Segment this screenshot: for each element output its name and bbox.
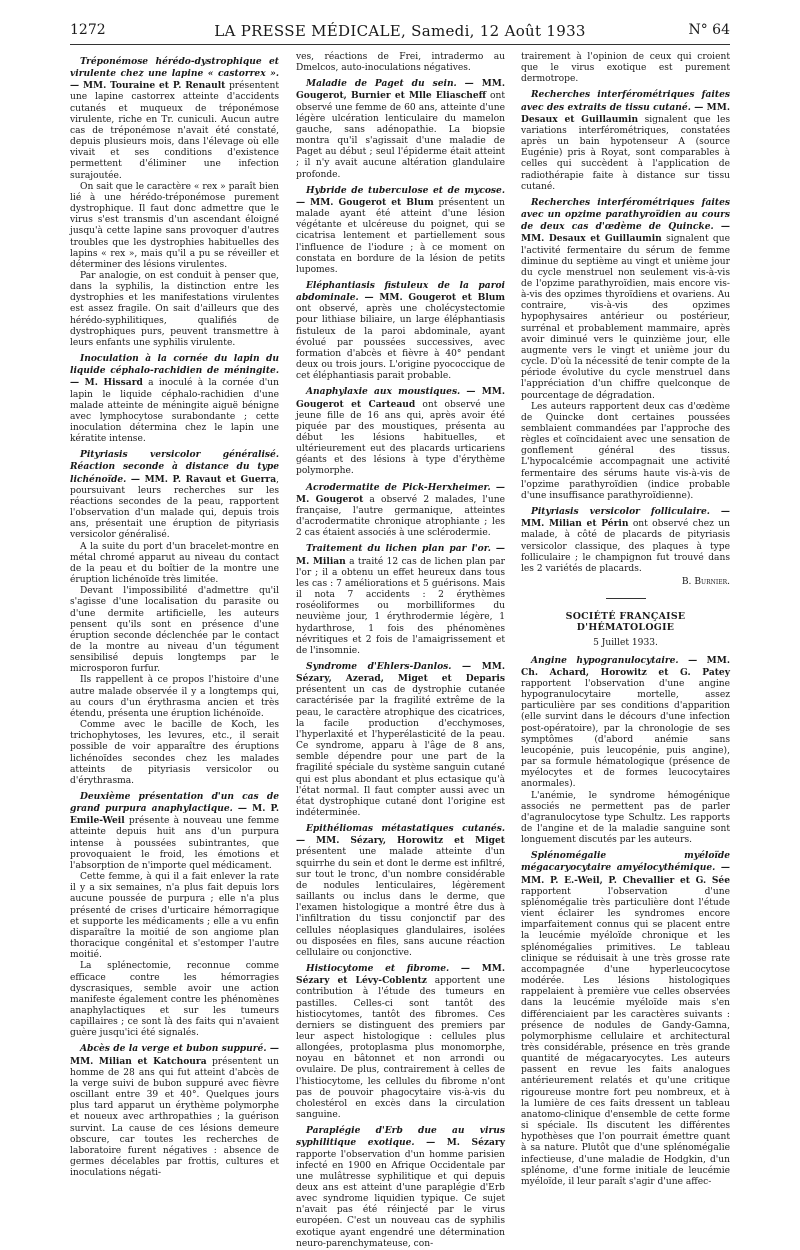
article-paragraph	[296, 963, 505, 1121]
article-heading: Hybride de tuberculose et de mycose. —	[296, 184, 505, 208]
article-body: a observé 2 malades, l'une française, l'autre germanique, atteintes d'acrodermatite chronique atrophiante ; les 2 cas étaient associés à une sclérodermie.	[296, 494, 506, 539]
text-paragraph	[70, 720, 279, 787]
article-body: La splénectomie, reconnue comme efficace contre les hémorragies dyscrasiques, semble avoir une action manifeste également contre les phénomènes anaphylactiques et sur les tumeurs capillaires ; ce sont là des faits qui n'avaient guère jusqu'ici été signalés.	[70, 961, 279, 1039]
article-paragraph	[296, 78, 505, 180]
article-body: a traité 12 cas de lichen plan par l'or ; il a obtenu un effet heureux dans tous les cas : 7 améliorations et 5 guérisons. Mais il nota 7 accidents : 2 érythèmes roséoliformes ou morbilliformes du neuvième jour, 1 érythrodermie légère, 1 hydarthrose, 1 fois des phénomènes névritiques et 2 fois de l'amaigrissement et de l'insomnie.	[296, 556, 505, 656]
article-body: ont observé, après une cholécystectomie pour lithiase biliaire, un large éléphantiasis fistuleux de la paroi abdominale, ayant évolué par poussées successives, avec formation d'abcès et fièvre à 40° pendant deux ou trois jours. L'origine pyococcique de cet éléphantiasis parait probable.	[296, 304, 505, 382]
header-rule	[70, 44, 730, 45]
text-paragraph	[70, 872, 279, 961]
article-authors: MM. Gougerot et Carteaud	[296, 386, 505, 410]
article-heading: Inoculation à la cornée du lapin du liquide céphalo-rachidien de méningite. —	[70, 353, 279, 389]
article-body: On sait que le caractère « rex » paraît bien lié à une hérédo-tréponémose purement dystrophique. Il faut donc admettre que le virus s'est transmis d'un ascendant éloigné jusqu'à cette lapine sans provoquer d'autres troubles que les dystrophies habituelles des lapins « rex », mais qu'il a pu se réveiller et déterminer des lésions virulentes.	[70, 181, 279, 270]
article-heading: Traitement du lichen plan par l'or. —	[306, 543, 505, 555]
article-body: ont observé une jeune fille de 16 ans qui, après avoir été piquée par des moustiques, présenta au début les lésions habituelles, et ultérieurement eut des placards urticariens géants et des lésions à type d'érythème polymorphe.	[296, 399, 506, 477]
article-body: présentent un malade ayant été atteint d'une lésion végétante et ulcéreuse du poignet, qui se cicatrisa lentement et partiellement sous l'influence de l'iodure ; à ce moment on constata en bordure de la lésion de petits lupomes.	[296, 197, 505, 275]
text-paragraph	[70, 586, 279, 675]
text-paragraph	[70, 182, 279, 271]
article-paragraph	[296, 543, 505, 657]
article-body: Par analogie, on est conduit à penser que, dans la syphilis, la distinction entre les dystrophies et les manifestations virulentes est assez fragile. On sait d'ailleurs que des hérédo-syphilitiques, qualifiés de dystrophiques purs, peuvent transmettre à leurs enfants une syphilis virulente.	[70, 270, 279, 348]
article-heading: Deuxième présentation d'un cas de grand purpura anaphylactique. —	[70, 791, 279, 815]
article-authors: MM. P. Ravaut et Guerra	[140, 473, 277, 485]
column-3-top	[521, 52, 730, 575]
article-paragraph	[70, 56, 279, 182]
article-authors: MM. Sézary, Horowitz et Miget	[305, 835, 505, 847]
text-paragraph	[70, 675, 279, 720]
article-heading: Syndrome d'Ehlers-Danlos. —	[306, 660, 472, 672]
text-paragraph	[521, 402, 730, 502]
article-authors: M. P. Emile-Weil	[70, 803, 279, 827]
article-body: rapportent l'observation d'une angine hypogranulocytaire mortelle, assez particulière par ses conditions d'apparition (elle survint dans le décours d'une infection post-opératoire), par la chronologie de ses symptômes (d'abord anémie sans leucopénie, puis leucopénie, puis angine), par sa formule hématologique (présence de myélocytes et de formes leucocytaires anormales).	[521, 678, 730, 790]
article-body: présentent une malade atteinte d'un squirrhe du sein et dont le derme est infiltré, sur tout le tronc, d'un nombre considérable de nodules lenticulaires, légèrement saillants ou inclus dans le derme, que l'examen histologique a montré être dus à l'infiltration du tissu conjonctif par des cellules néoplasiques glandulaires, isolées ou disposées en files, sans aucune réaction cellulaire ou conjonctive.	[296, 847, 505, 958]
signature: B. Burnier.	[681, 577, 730, 588]
article-heading: Splénomégalie myéloïde mégacaryocytaire amyélocythémique. —	[521, 850, 730, 874]
column-1	[70, 52, 279, 1179]
article-paragraph	[296, 386, 505, 477]
article-authors: M. Gougerot	[296, 493, 364, 505]
article-heading: Pityriasis versicolor généralisé. Réaction seconde à distance du type lichénoïde. —	[70, 449, 279, 485]
article-body: présentent un cas de dystrophie cutanée caractérisée par la fragilité extrême de la peau, le caractère atrophique des cicatrices, la facile production d'ecchymoses, l'hyperlaxité et l'hyperélasticité de la peau. Ce syndrome, apparu à l'âge de 8 ans, semble dépendre pour une part de la fragilité spéciale du système sanguin cutané qui est plus abondant et plus ectasique qu'à l'état normal. Il faut compter aussi avec un état dystrophique cutané dont l'origine est indéterminée.	[296, 685, 505, 818]
article-authors: M. Milian	[296, 555, 346, 567]
article-authors: MM. Ch. Achard, Horowitz et G. Patey	[521, 654, 730, 678]
article-body: trairement à l'opinion de ceux qui croient que le virus exotique est purement dermotrope.	[521, 52, 730, 85]
article-authors: MM. Touraine et P. Renault	[79, 80, 226, 92]
article-paragraph	[70, 353, 279, 445]
article-body: rapportent l'observation d'une splénomégalie très particulière dont l'étude vient éclairer les syndromes encore imparfaitement connus qui se placent entre la leucémie myéloïde chronique et les splénomégalies primitives. Le tableau clinique se réduisait à une très grosse rate accompagnée d'une hyperleucocytose modérée. Les lésions histologiques rappelaient à première vue celles observées dans la leucémie myéloïde mais s'en différenciaient par les caractères suivants : présence de nodules de Gandy-Gamna, polymorphisme cellulaire et architectural très considérable, présence en très grande quantité de mégacaryocytes. Les auteurs passent en revue les faits analogues antérieurement relatés et qu'une critique rigoureuse montre fort peu nombreux, et à la lumière de ces faits dressent un tableau anatomo-clinique d'ensemble de cette forme si spéciale. Ils discutent les différentes hypothèses que l'on pourrait émettre quant à sa nature. Plutôt que d'une splénomégalie infectieuse, d'une maladie de Hodgkin, d'un splénome, d'une forme initiale de leucémie myéloïde, il leur paraît s'agir d'une affec-	[521, 886, 730, 1187]
article-heading: Recherches interférométriques faites avec un opzime parathyroïdien au cours de deux cas d'œdème de Quincke. —	[521, 196, 730, 233]
article-authors: M. Hissard	[79, 377, 143, 389]
section-separator	[606, 598, 646, 599]
article-heading: Anaphylaxie aux moustiques. —	[306, 386, 476, 398]
article-authors: MM. Sézary, Azerad, Miget et Deparis	[296, 660, 505, 685]
article-authors: MM. Sézary et Lévy-Coblentz	[296, 963, 505, 987]
article-body: signalent que l'activité fermentaire du sérum de femme diminue du septième au vingt et unième jour du cycle menstruel non seulement vis-à-vis de l'opzime parathyroïdien, mais encore vis-à-vis des opzimes thyroïdiens et ovariens. Au contraire, vis-à-vis des opzimes hypophysaires antérieur ou postérieur, surrénal et probablement mammaire, après avoir diminué vers le quinzième jour, elle augmente vers le vingt et unième jour du cycle. D'où la nécessité de tenir compte de la période évolutive du cycle menstruel dans l'appréciation d'un chiffre quelconque de pourcentage de dégradation.	[521, 234, 731, 401]
article-heading: Tréponémose hérédo-dystrophique et virulente chez une lapine « castorrex ». —	[70, 56, 279, 92]
article-paragraph	[521, 506, 730, 575]
article-body: a inoculé à la cornée d'un lapin le liquide céphalo-rachidien d'une malade atteinte de méningite aiguë bénigne avec lymphocytose surabondante ; cette inoculation détermina chez le lapin une kératite intense.	[70, 378, 279, 445]
text-paragraph	[70, 271, 279, 349]
article-heading: Eléphantiasis fistuleux de la paroi abdominale. —	[296, 279, 505, 304]
article-paragraph	[521, 197, 730, 402]
article-heading: Angine hypogranulocytaire. —	[531, 654, 698, 666]
article-paragraph	[70, 1043, 279, 1179]
article-paragraph	[521, 655, 730, 791]
text-paragraph	[296, 52, 505, 74]
article-paragraph	[296, 280, 505, 382]
society-heading: SOCIÉTÉ FRANÇAISE D'HÉMATOLOGIE	[565, 611, 686, 634]
article-paragraph	[521, 89, 730, 192]
article-paragraph	[521, 850, 730, 1188]
column-3	[521, 52, 730, 1188]
article-heading: Pityriasis versicolor folliculaire. —	[531, 506, 730, 518]
article-body: présente à nouveau une femme atteinte depuis huit ans d'un purpura intense à poussées subintrantes, que provoquaient le froid, les émotions et l'absorption de n'importe quel médicament.	[70, 816, 279, 871]
article-body: Comme avec le bacille de Koch, les trichophytoses, les levures, etc., il serait possible de voir apparaître des éruptions lichénoïdes secondes chez les malades atteints de pityriasis versicolor ou d'érythrasma.	[70, 720, 279, 786]
article-paragraph	[296, 661, 505, 819]
article-body: ves, réactions de Frei, intradermo au Dmelcos, auto-inoculations négatives.	[296, 52, 505, 74]
article-authors: MM. Gougerot et Blum	[373, 292, 506, 304]
article-authors: MM. Desaux et Guillaumin	[521, 233, 662, 245]
article-body: Devant l'impossibilité d'admettre qu'il s'agisse d'une localisation du parasite ou d'une dermite artificielle, les auteurs pensent qu'ils sont en présence d'une éruption seconde déclenchée par le contact de la montre au niveau d'un tégument sensibilisé depuis longtemps par le microsporon furfur.	[70, 586, 279, 675]
article-heading: Histiocytome et fibrome. —	[306, 963, 470, 975]
society-date: 5 Juillet 1933.	[593, 637, 658, 648]
article-paragraph	[70, 791, 279, 872]
text-paragraph	[70, 961, 279, 1039]
article-body: ont observé chez un malade, à côté de placards de pityriasis versicolor classique, des plaques à type folliculaire ; le champignon fut trouvé dans les 2 variétés de placards.	[521, 519, 730, 574]
text-paragraph	[70, 542, 279, 587]
article-body: apportent une contribution à l'étude des tumeurs en pastilles. Celles-ci sont tantôt des histiocytomes, tantôt des fibromes. Ces derniers se distinguent des premiers par leur aspect histologique : cellules plus allongées, protoplasma plus monomorphe, noyau en bâtonnet et non arrondi ou ovulaire. De plus, contrairement à celles de l'histiocytome, les cellules du fibrome n'ont pas de pouvoir phagocytaire vis-à-vis du cholestérol en excès dans la circulation sanguine.	[296, 976, 506, 1121]
page-header	[70, 22, 730, 44]
article-body: présentent un homme de 28 ans qui fut atteint d'abcès de la verge suivi de bubon suppuré avec fièvre oscillant entre 39 et 40°. Quelques jours plus tard apparut un érythème polymorphe et noueux avec arthropathies ; la guérison survint. La cause de ces lésions demeure obscure, car toutes les recherches de laboratoire furent négatives : absence de germes décelables par frottis, cultures et inoculations négati-	[70, 1056, 279, 1179]
article-paragraph	[296, 823, 505, 959]
article-authors: MM. Desaux et Guillaumin	[521, 101, 730, 125]
column-2	[296, 52, 505, 1250]
article-authors: MM. Milian et Katchoura	[70, 1055, 207, 1067]
article-paragraph	[70, 449, 279, 541]
article-heading: Abcès de la verge et bubon suppuré. —	[80, 1043, 279, 1055]
article-paragraph	[296, 185, 505, 276]
article-heading: Maladie de Paget du sein. —	[306, 78, 474, 90]
article-body: A la suite du port d'un bracelet-montre en métal chromé apparut au niveau du contact de la peau et du boîtier de la montre une éruption lichénoïde très limitée.	[70, 541, 279, 586]
column-3-bottom	[521, 655, 730, 1188]
text-paragraph	[521, 791, 730, 847]
article-authors: MM. Gougerot et Blum	[305, 196, 434, 208]
article-body: Les auteurs rapportent deux cas d'œdème de Quincke dont certaines poussées semblaient commandées par l'approche des règles et coïncidaient avec une sensation de gonflement général des tissus. L'hypocalcémie accompagnait une activité fermentaire des sérums haute vis-à-vis de l'opzime parathyroïdien (indice probable d'une insuffisance parathyroïdienne).	[521, 401, 730, 501]
article-heading: Recherches interférométriques faites avec des extraits de tissu cutané. —	[521, 89, 730, 113]
article-authors: M. Sézary	[435, 1137, 505, 1149]
article-heading: Acrodermatite de Pick-Herxheimer. —	[306, 481, 505, 493]
article-heading: Paraplégie d'Erb due au virus syphilitique exotique. —	[296, 1125, 505, 1149]
article-authors: MM. P. E.-Weil, P. Chevallier et G. Sée	[521, 874, 730, 886]
article-authors: MM. Gougerot, Burnier et Mlle Eliascheff	[296, 78, 505, 102]
text-paragraph	[521, 52, 730, 85]
article-body: présentent une lapine castorrex atteinte d'accidents cutanés et muqueux de tréponémose virulente, riche en Tr. cuniculi. Aucun autre cas de tréponémose n'avait été constaté, depuis plusieurs mois, dans l'élevage où elle vivait et ses conditions d'existence permettent d'éliminer une infection surajoutée.	[70, 81, 279, 181]
article-body: ont observé une femme de 60 ans, atteinte d'une légère ulcération lenticulaire du mamelon gauche, sans adénopathie. La biopsie montra qu'il s'agissait d'une maladie de Paget au début ; seul l'épiderme était atteint ; il n'y avait aucune altération glandulaire profonde.	[296, 91, 505, 180]
article-body: rapporte l'observation d'un homme parisien infecté en 1900 en Afrique Occidentale par une mulâtresse syphilitique et qui depuis deux ans est atteint d'une paraplégie d'Erb avec syndrome liquidien typique. Ce sujet n'avait pas été réinjecté par le virus européen. C'est un nouveau cas de syphilis exotique ayant engendré une détermination neuro-parenchymateuse, con-	[296, 1149, 505, 1249]
article-heading: Epithéliomas métastatiques cutanés. —	[296, 823, 505, 847]
article-body: , poursuivant leurs recherches sur les réactions secondes de la peau, rapportent l'observation d'un malade qui, depuis trois ans, présentait une éruption de pityriasis versicolor généralisé.	[70, 474, 280, 541]
article-body: L'anémie, le syndrome hémogénique associés ne permettent pas de parler d'agranulocytose type Schultz. Les rapports de l'angine et de la maladie sanguine sont longuement discutés par les auteurs.	[521, 790, 730, 846]
article-authors: MM. Milian et Périn	[521, 518, 629, 530]
journal-title: LA PRESSE MÉDICALE, Samedi, 12 Août 1933	[214, 22, 586, 40]
article-paragraph	[296, 1125, 505, 1250]
article-body: signalent que les variations interférométriques, constatées après un bain hypotenseur A (source Eugénie) pris à Royat, sont comparables à celles qui succèdent à l'application de radiothérapie faite à distance sur tissu cutané.	[521, 114, 731, 192]
article-body: Ils rappellent à ce propos l'histoire d'une autre malade observée il y a longtemps qui, au cours d'un érythrasma ancien et très étendu, présenta une éruption lichénoïde.	[70, 675, 279, 719]
issue-number: N° 64	[688, 22, 730, 38]
article-body: Cette femme, à qui il a fait enlever la rate il y a six semaines, n'a plus fait depuis lors aucune poussée de purpura ; elle n'a plus présenté de crises d'urticaire hémorragique et supporte les médicaments ; elle a vu enfin disparaître la moitié de son angiome plan thoracique congénital et s'estomper l'autre moitié.	[70, 872, 279, 961]
page-number: 1272	[70, 22, 106, 38]
article-paragraph	[296, 482, 505, 540]
